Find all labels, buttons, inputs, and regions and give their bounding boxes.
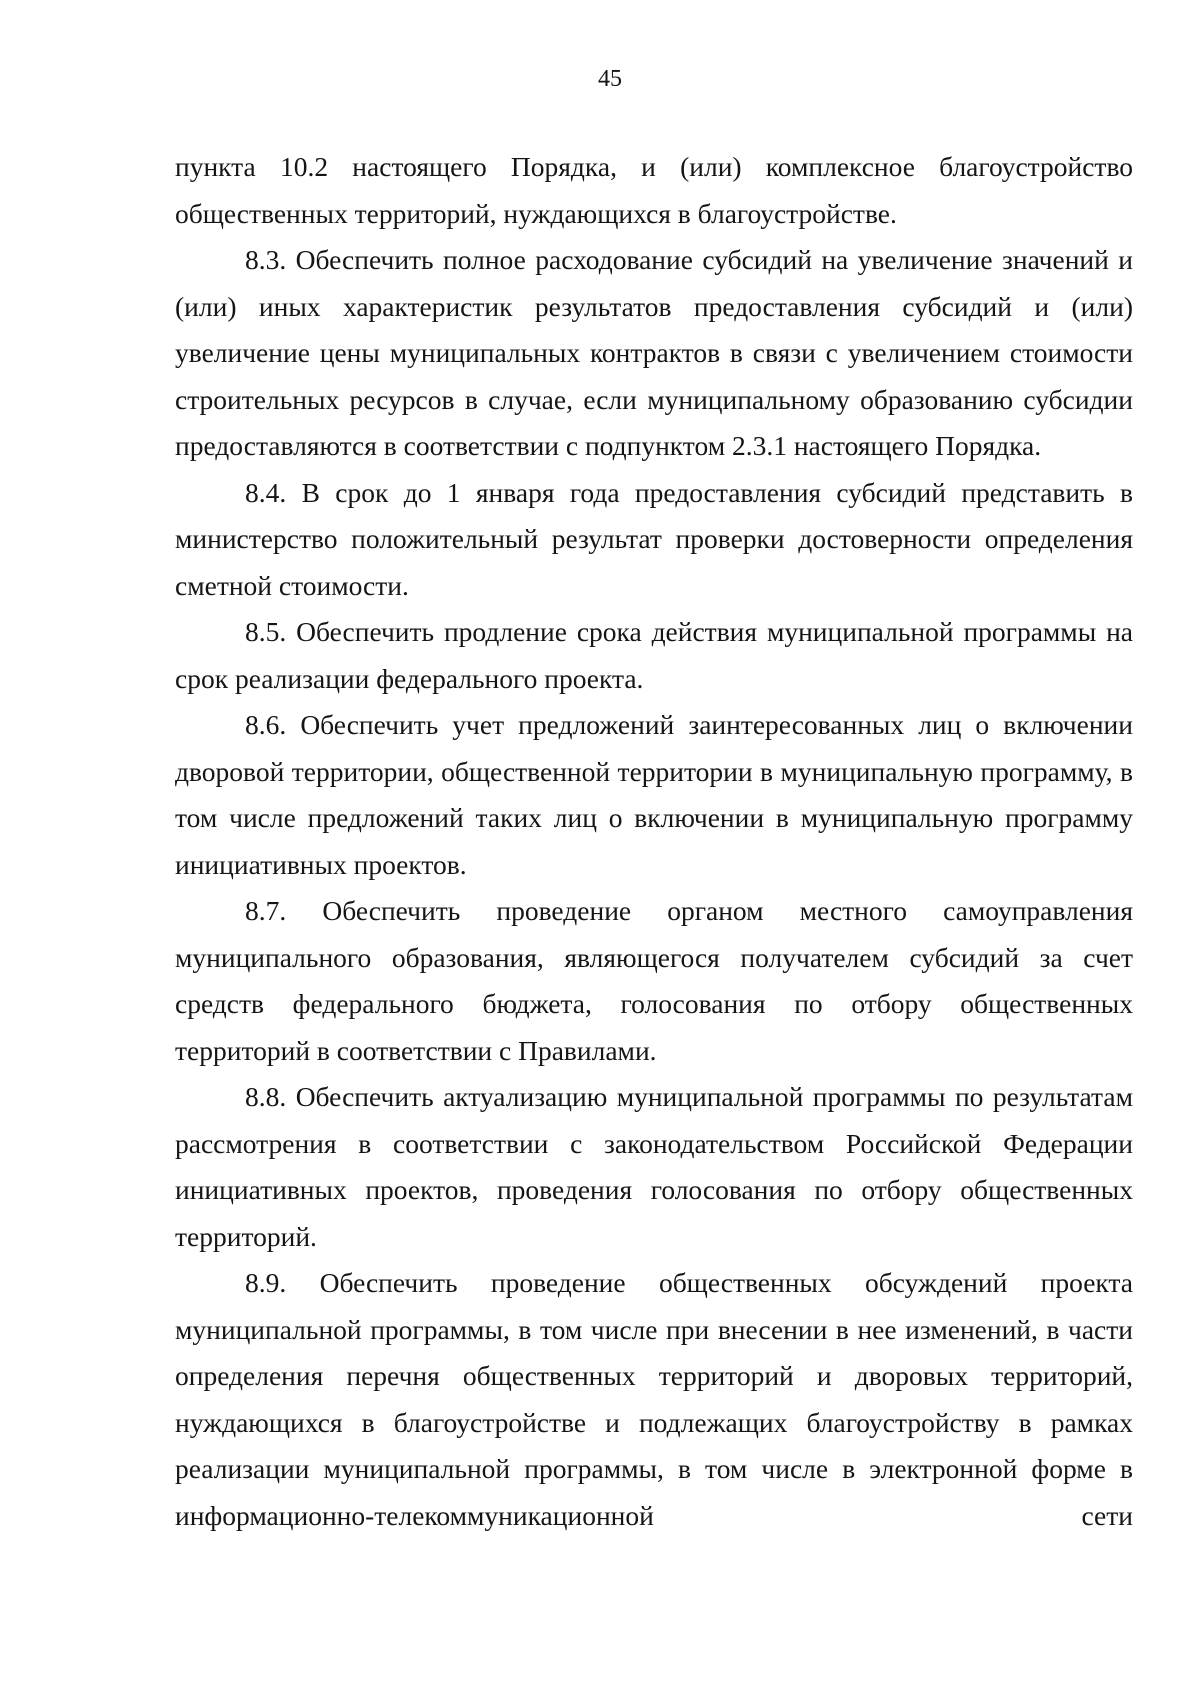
- paragraph-8-5: 8.5. Обеспечить продление срока действия муниципальной программы на срок реализации федерального проекта.: [175, 616, 1133, 694]
- paragraph-8-4: 8.4. В срок до 1 января года предоставления субсидий представить в министерство положительный результат проверки достоверности определения сметной стоимости.: [175, 476, 1133, 601]
- paragraph-8-7: 8.7. Обеспечить проведение органом местного самоуправления муниципального образования, являющегося получателем субсидий за счет средств федерального бюджета, голосования по отбору общественных территорий в соответствии с Правилами.: [175, 895, 1133, 1066]
- paragraph-8-8: 8.8. Обеспечить актуализацию муниципальной программы по результатам рассмотрения в соответствии с законодательством Российской Федерации инициативных проектов, проведения голосования по отбору общественных территорий.: [175, 1081, 1133, 1252]
- paragraph-continuation: пункта 10.2 настоящего Порядка, и (или) комплексное благоустройство общественных территорий, нуждающихся в благоустройстве.: [175, 151, 1133, 229]
- paragraph-8-6: 8.6. Обеспечить учет предложений заинтересованных лиц о включении дворовой территории, общественной территории в муниципальную программу, в том числе предложений таких лиц о включении в муниципальную программу инициативных проектов.: [175, 709, 1133, 880]
- paragraph-8-9: 8.9. Обеспечить проведение общественных обсуждений проекта муниципальной программы, в том числе при внесении в нее изменений, в части определения перечня общественных территорий и дворовых территорий, нуждающихся в благоустройстве и подлежащих благоустройству в рамках реализации муниципальной программы, в том числе в электронной форме в информационно-телекоммуникационной сети: [175, 1267, 1133, 1531]
- document-body: [175, 144, 1133, 1539]
- paragraph-8-3: 8.3. Обеспечить полное расходование субсидий на увеличение значений и (или) иных характеристик результатов предоставления субсидий и (или) увеличение цены муниципальных контрактов в связи с увеличением стоимости строительных ресурсов в случае, если муниципальному образованию субсидии предоставляются в соответствии с подпунктом 2.3.1 настоящего Порядка.: [175, 244, 1133, 461]
- page-number: 45: [598, 66, 622, 92]
